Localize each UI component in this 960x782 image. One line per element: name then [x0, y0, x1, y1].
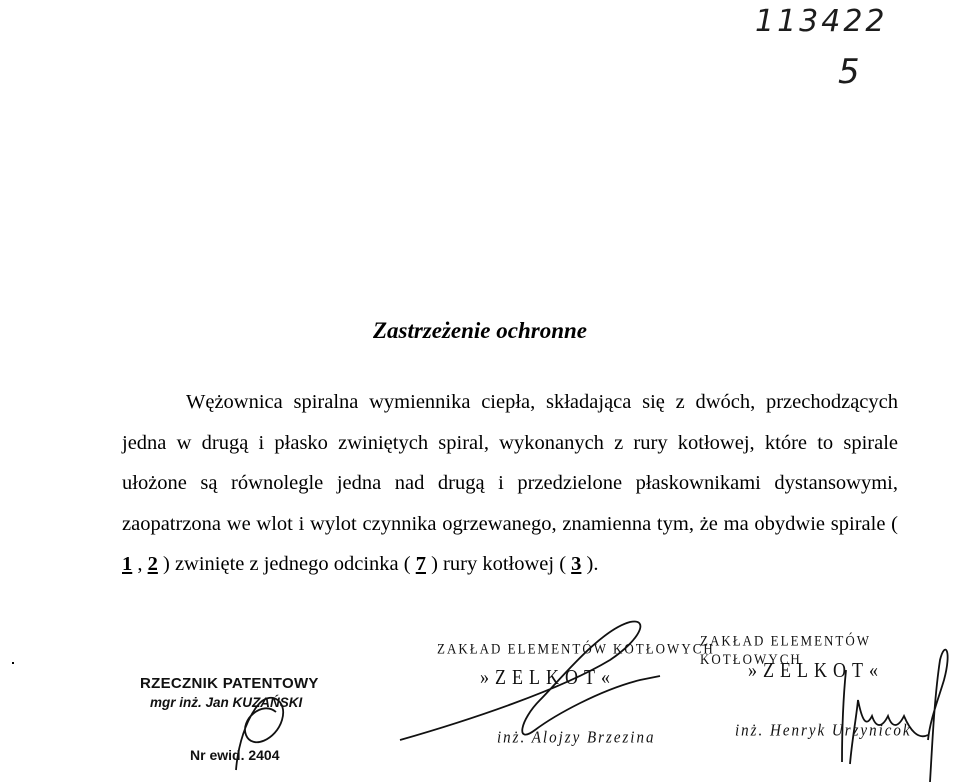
reference-numeral: 2 — [147, 553, 158, 575]
page-mark: 5 — [838, 52, 860, 92]
reference-numeral: 7 — [415, 553, 426, 575]
reference-numeral: 1 — [122, 553, 133, 575]
signature-company-1 — [400, 622, 660, 740]
claim-text-part: ) rury kotłowej ( — [425, 553, 572, 575]
claim-text-part: , — [132, 553, 148, 575]
stamp-company-person: inż. Henryk Urzynicok — [735, 721, 912, 741]
claim-text-part: ). — [581, 553, 599, 575]
stamp-company-person: inż. Alojzy Brzezina — [497, 728, 656, 748]
stamp-patent-title: mgr inż. Jan KUZAŃSKI — [150, 695, 303, 710]
reference-numeral: 3 — [571, 553, 582, 575]
claim-text-part: ) zwinięte z jednego odcinka ( — [157, 553, 416, 575]
document-number: 113422 — [755, 4, 888, 39]
stamp-company-name: ZAKŁAD ELEMENTÓW KOTŁOWYCH — [437, 639, 715, 658]
stamp-company-brand: »ZELKOT« — [748, 658, 884, 682]
stamp-company-brand: »ZELKOT« — [480, 665, 616, 689]
claim-text-part: Wężownica spiralna wymiennika ciepła, składająca się z dwóch, przechodzących jedna w drugą i płasko zwiniętych spiral, wykonanych z rury kotłowej, które to spirale ułożone są równolegle jedna nad drugą i przedzielone płaskownikami dystansowymi, zaopatrzona we wlot i wylot czynnika ogrzewanego, znamienna tym, że ma obydwie spirale ( — [122, 391, 898, 535]
signature-company-2 — [842, 650, 948, 782]
signature-attorney — [236, 698, 283, 770]
stamp-patent-office: RZECZNIK PATENTOWY — [140, 675, 319, 692]
claim-heading: Zastrzeżenie ochronne — [372, 318, 588, 343]
stamp-company-name: ZAKŁAD ELEMENTÓW KOTŁOWYCH — [700, 631, 871, 668]
stamp-patent-registration: Nr ewid. 2404 — [190, 747, 280, 763]
